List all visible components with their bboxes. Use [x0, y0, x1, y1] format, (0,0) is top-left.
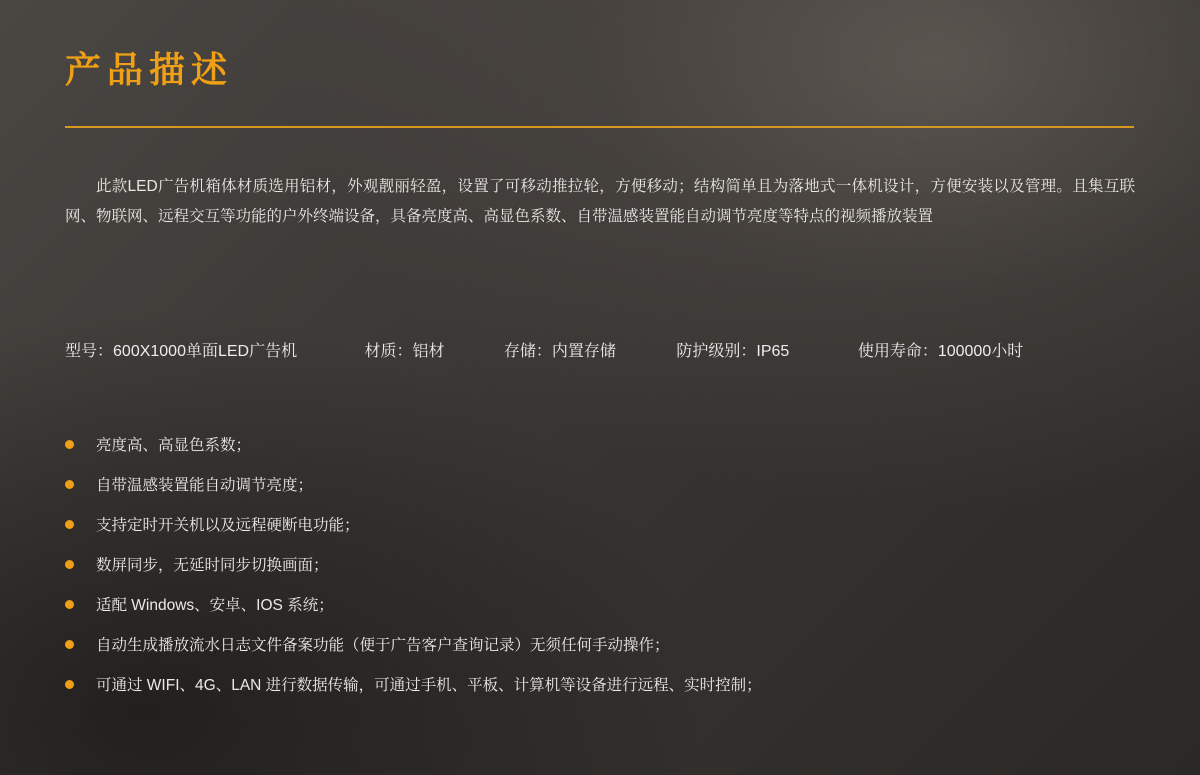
page-title: 产品描述 — [65, 49, 234, 90]
bullet-icon — [65, 680, 74, 689]
spec-item — [65, 338, 360, 361]
spec-label: 防护级别： — [676, 343, 757, 360]
spec-value: 100000小时 — [937, 343, 1024, 360]
spec-item — [676, 338, 853, 361]
spec-item — [858, 338, 1023, 361]
title-divider — [65, 126, 1134, 128]
spec-value: 内置存储 — [551, 343, 616, 360]
list-item — [65, 544, 1135, 584]
feature-list — [65, 424, 1135, 704]
spec-item — [504, 338, 672, 361]
list-item — [65, 664, 1135, 704]
bullet-icon — [65, 520, 74, 529]
bullet-icon — [65, 600, 74, 609]
spec-label: 材质： — [364, 343, 413, 360]
intro-paragraph: 此款LED广告机箱体材质选用铝材，外观靓丽轻盈，设置了可移动推拉轮，方便移动；结构简单且为落地式一体机设计，方便安装以及管理。且集互联网、物联网、远程交互等功能的户外终端设备，具备亮度高、高显色系数、自带温感装置能自动调节亮度等特点的视频播放装置 — [65, 178, 1135, 225]
spec-label: 使用寿命： — [857, 343, 938, 360]
list-item-label: 适配 Windows、安卓、IOS 系统； — [96, 597, 334, 614]
bullet-icon — [65, 480, 74, 489]
spec-label: 存储： — [503, 343, 552, 360]
list-item — [65, 624, 1135, 664]
list-item-label: 可通过 WIFI、4G、LAN 进行数据传输，可通过手机、平板、计算机等设备进行远程、实时控制； — [96, 677, 762, 694]
spec-label: 型号： — [65, 343, 114, 360]
list-item — [65, 424, 1135, 464]
bullet-icon — [65, 640, 74, 649]
list-item — [65, 464, 1135, 504]
spec-value: IP65 — [756, 343, 790, 360]
spec-value: 600X1000单面LED广告机 — [113, 343, 298, 360]
list-item-label: 自带温感装置能自动调节亮度； — [96, 477, 314, 494]
list-item-label: 支持定时开关机以及远程硬断电功能； — [96, 517, 360, 534]
spec-value: 铝材 — [412, 343, 445, 360]
list-item — [65, 584, 1135, 624]
list-item — [65, 504, 1135, 544]
list-item-label: 亮度高、高显色系数； — [96, 437, 252, 454]
list-item-label: 数屏同步，无延时同步切换画面； — [96, 557, 329, 574]
bullet-icon — [65, 560, 74, 569]
list-item-label: 自动生成播放流水日志文件备案功能（便于广告客户查询记录）无须任何手动操作； — [96, 637, 670, 654]
bullet-icon — [65, 440, 74, 449]
spec-item — [364, 338, 499, 361]
spec-list — [65, 338, 1135, 361]
